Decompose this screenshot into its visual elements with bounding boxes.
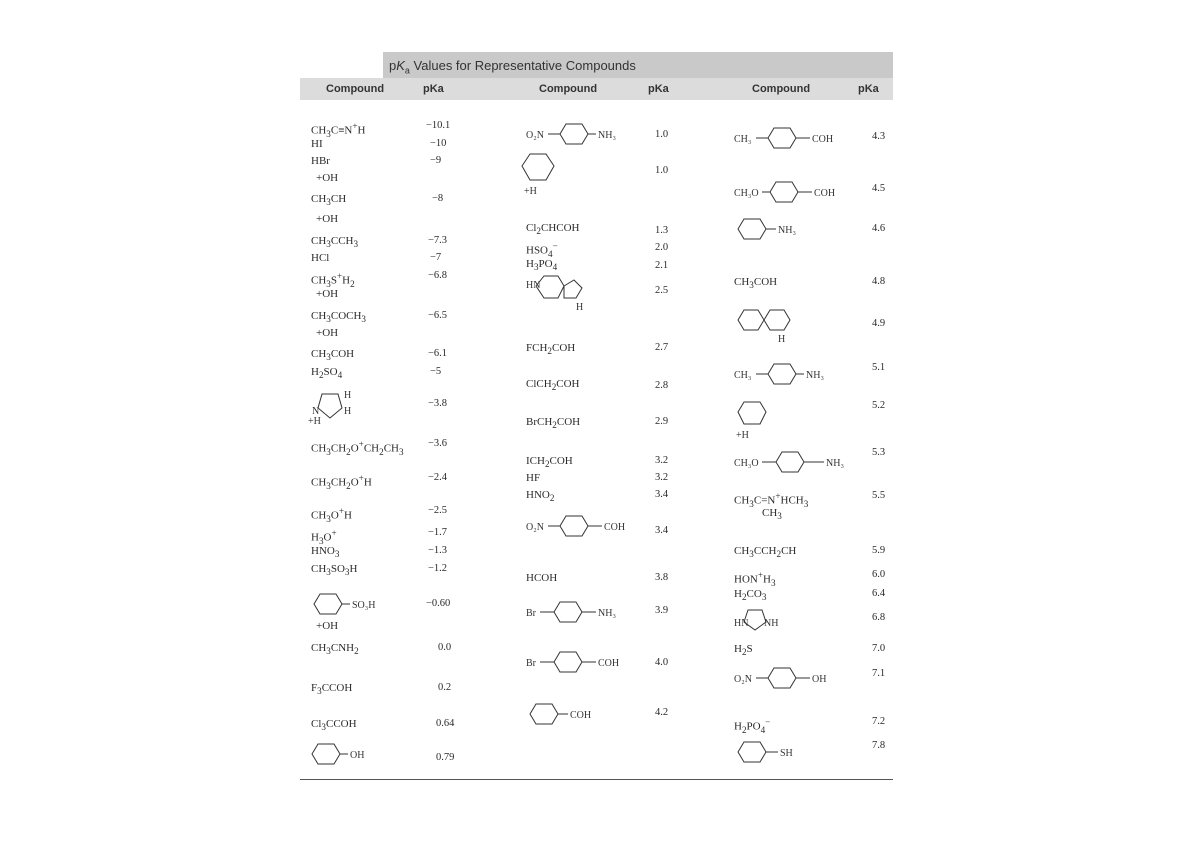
compound: $CH_3CCH_2CH$ [734, 545, 797, 560]
pka-value: −3.6 [428, 438, 448, 449]
p-anisic-acid-structure [734, 178, 864, 208]
pka-value: 2.9 [655, 416, 669, 427]
compound: $Cl_3CCOH$ [311, 718, 357, 733]
compound: +OH [316, 213, 339, 225]
pka-value: 3.9 [655, 605, 669, 616]
svg-text:CH₃O: CH₃O [734, 188, 759, 199]
pka-value: −10.1 [426, 120, 451, 131]
pka-value: 0.0 [438, 642, 452, 653]
compound: $H_2SO_4$ [311, 366, 343, 381]
svg-text:Br: Br [526, 658, 536, 669]
pka-value: −7 [430, 252, 442, 263]
svg-text:OH: OH [350, 750, 365, 761]
pka-value: −10 [430, 138, 447, 149]
pka-value: −6.1 [428, 348, 448, 359]
svg-text:SO₃H: SO₃H [352, 600, 376, 611]
pka-value: 4.8 [872, 276, 886, 287]
compound: HCOH [526, 572, 558, 584]
compound: $H_2CO_3$ [734, 588, 767, 603]
pka-value: −2.5 [428, 505, 448, 516]
p-nitroanilinium-structure [526, 120, 656, 150]
svg-text:COH: COH [598, 658, 620, 669]
svg-text:OH: OH [812, 674, 827, 685]
pka-value: 7.1 [872, 668, 886, 679]
svg-text:NH₃: NH₃ [598, 130, 616, 141]
compound: $Cl_2CHCOH$ [526, 222, 580, 237]
pka-value: 4.9 [872, 318, 886, 329]
pka-value: 3.4 [655, 525, 669, 536]
svg-text:NH₃: NH₃ [778, 225, 796, 236]
purinium-structure [526, 272, 606, 318]
svg-text:COH: COH [570, 710, 592, 721]
header-compound-3: Compound [752, 83, 811, 95]
quinolinium-structure [734, 306, 814, 346]
pka-value: −2.4 [428, 472, 448, 483]
compound: +OH [316, 327, 339, 339]
compound: $CH_3S^+H_2$ [311, 271, 355, 289]
pka-value: −1.2 [428, 563, 448, 574]
pka-value: 5.2 [872, 400, 886, 411]
compound: $H_3O^+$ [311, 528, 337, 546]
header-pka-2: pKa [648, 83, 669, 95]
pka-value: 2.8 [655, 380, 669, 391]
compound: $H_2PO_4^-$ [734, 717, 771, 735]
svg-text:+H: +H [308, 416, 321, 427]
header-compound-2: Compound [539, 83, 598, 95]
svg-text:H: H [344, 406, 352, 417]
pka-value: 0.79 [436, 752, 455, 763]
compound: HCl [311, 252, 330, 264]
pka-value: 2.5 [655, 285, 669, 296]
benzenesulfonic-acid-structure [308, 590, 378, 620]
pka-value: 3.2 [655, 455, 669, 466]
pka-value: −1.7 [428, 527, 448, 538]
compound: +OH [316, 172, 339, 184]
imidazolium-structure [734, 604, 794, 634]
p-toluidinium-structure [734, 360, 864, 390]
pka-value: 4.0 [655, 657, 669, 668]
pka-value: 0.2 [438, 682, 452, 693]
svg-text:HN: HN [734, 618, 749, 629]
svg-text:+H: +H [736, 430, 749, 441]
pka-value: 4.6 [872, 223, 886, 234]
p-nitrobenzoic-acid-structure [526, 512, 656, 542]
svg-text:COH: COH [604, 522, 626, 533]
svg-text:N: N [312, 406, 320, 417]
svg-text:CH₃O: CH₃O [734, 458, 759, 469]
svg-text:H: H [344, 390, 352, 401]
compound: HI [311, 138, 323, 150]
compound: $H_3PO_4$ [526, 258, 558, 273]
svg-text:COH: COH [812, 134, 834, 145]
pka-value: −9 [430, 155, 442, 166]
header-compound-1: Compound [326, 83, 385, 95]
table-title: $pK_a$ Values for Representative Compounds [389, 58, 636, 76]
bottom-rule [300, 779, 893, 780]
compound: $FCH_2COH$ [526, 342, 576, 357]
compound: $HON^+H_3$ [734, 570, 776, 588]
compound: $H_2S$ [734, 643, 753, 658]
pka-value: 7.2 [872, 716, 886, 727]
pka-value: 5.9 [872, 545, 886, 556]
compound: $CH_3COH$ [311, 348, 355, 363]
pka-value: 0.64 [436, 718, 455, 729]
pka-value: 2.0 [655, 242, 669, 253]
pyrimidinium-structure [514, 150, 564, 200]
header-pka-1: pKa [423, 83, 444, 95]
pka-value: 6.0 [872, 569, 886, 580]
compound: $CH_3SO_3H$ [311, 563, 358, 578]
p-anisidinium-structure [734, 448, 874, 478]
compound: $CH_3CH$ [311, 193, 347, 208]
compound: BrCH$_2$COH [526, 416, 581, 431]
pka-value: 6.4 [872, 588, 886, 599]
svg-text:COH: COH [814, 188, 836, 199]
pka-value: 7.8 [872, 740, 886, 751]
compound: $F_3CCOH$ [311, 682, 353, 697]
pka-value: −6.5 [428, 310, 448, 321]
compound: $HNO_2$ [526, 489, 555, 504]
pka-value: 1.0 [655, 129, 669, 140]
pyrrolium-structure [308, 386, 368, 426]
svg-text:Br: Br [526, 608, 536, 619]
pka-value: 3.4 [655, 489, 669, 500]
compound: $CH_3COH$ [734, 276, 778, 291]
pka-value: 3.8 [655, 572, 669, 583]
compound: $HSO_4^-$ [526, 241, 558, 259]
compound: $CH_3CH_2O^+CH_2CH_3$ [311, 439, 404, 457]
compound: +OH [316, 288, 339, 300]
pyridine-n-oxide-structure [308, 740, 378, 770]
pka-value: 2.1 [655, 260, 669, 271]
anilinium-structure [734, 215, 864, 245]
svg-text:SH: SH [780, 748, 793, 759]
pka-value: 5.3 [872, 447, 886, 458]
svg-text:H: H [778, 334, 786, 345]
pka-value: −1.3 [428, 545, 448, 556]
benzoic-acid-structure [526, 700, 626, 730]
pka-value: 6.8 [872, 612, 886, 623]
pka-value: 4.2 [655, 707, 669, 718]
compound: $CH_3C=N^+HCH_3$ [734, 491, 809, 509]
svg-text:NH₃: NH₃ [598, 608, 616, 619]
pka-value: 5.1 [872, 362, 886, 373]
p-toluic-acid-structure [734, 124, 864, 154]
compound: $CH_3CCH_3$ [311, 235, 359, 250]
pka-value: 1.3 [655, 225, 669, 236]
compound: HF [526, 472, 541, 484]
p-bromobenzoic-acid-structure [526, 648, 656, 678]
pka-value: −8 [432, 193, 444, 204]
svg-text:HN: HN [526, 280, 541, 291]
compound: $CH_3$ [762, 507, 782, 522]
pka-value: 3.2 [655, 472, 669, 483]
pka-value: −0.60 [426, 598, 451, 609]
svg-text:O₂N: O₂N [526, 522, 544, 533]
svg-text:H: H [576, 302, 584, 313]
pka-value: 7.0 [872, 643, 886, 654]
pyridinium-structure [734, 398, 784, 440]
svg-text:+H: +H [524, 186, 537, 197]
svg-text:NH₃: NH₃ [826, 458, 844, 469]
svg-text:NH: NH [764, 618, 779, 629]
compound: +OH [316, 620, 339, 632]
svg-text:CH₃: CH₃ [734, 370, 752, 381]
pka-value: 4.5 [872, 183, 886, 194]
pka-value: −6.8 [428, 270, 448, 281]
svg-text:CH₃: CH₃ [734, 134, 752, 145]
svg-text:NH₃: NH₃ [806, 370, 824, 381]
p-bromoanilinium-structure [526, 598, 656, 628]
compound: $CH_3COCH_3$ [311, 310, 366, 325]
svg-text:O₂N: O₂N [526, 130, 544, 141]
compound: HBr [311, 155, 330, 167]
thiophenol-structure [734, 738, 834, 768]
compound: $CH_3C\equiv N^+H$ [311, 121, 366, 139]
compound: $CH_3O^+H$ [311, 506, 352, 524]
pka-value: −3.8 [428, 398, 448, 409]
pka-value: 4.3 [872, 131, 886, 142]
pka-value: 1.0 [655, 165, 669, 176]
pka-value: −7.3 [428, 235, 448, 246]
compound: $CH_3CNH_2$ [311, 642, 359, 657]
svg-text:O₂N: O₂N [734, 674, 752, 685]
compound: $ICH_2COH$ [526, 455, 573, 470]
pka-value: 2.7 [655, 342, 669, 353]
compound: $HNO_3$ [311, 545, 340, 560]
pka-value: 5.5 [872, 490, 886, 501]
compound: ClCH$_2$COH [526, 378, 580, 393]
pka-value: −5 [430, 366, 442, 377]
compound: $CH_3CH_2O^+H$ [311, 473, 372, 491]
p-nitrophenol-structure [734, 664, 864, 694]
header-pka-3: pKa [858, 83, 879, 95]
